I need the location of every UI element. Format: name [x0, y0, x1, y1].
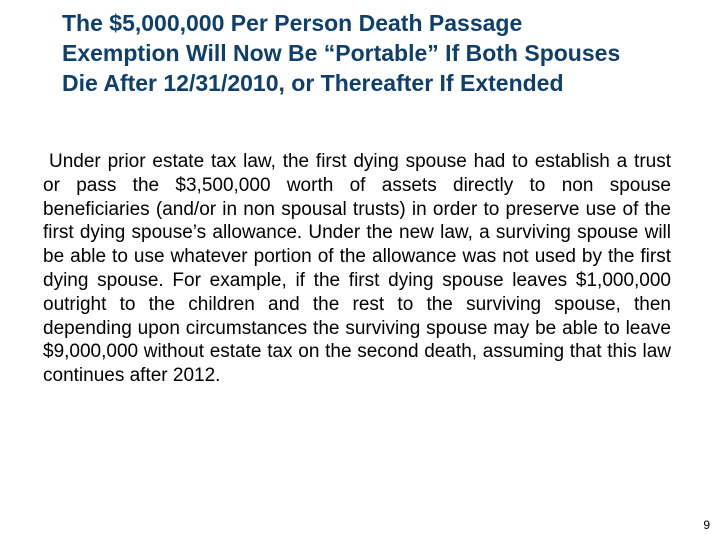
slide-title-line: The $5,000,000 Per Person Death Passage	[62, 10, 523, 36]
slide-body-paragraph: Under prior estate tax law, the first dying spouse had to establish a trust or pass the $3,500,000 worth of assets directly to non spouse beneficiaries (and/or in non spousal trusts) in order to preserve use of the first dying spouse’s allowance. Under the new law, a surviving spouse will be able to use whatever portion of the allowance was not used by the first dying spouse. For example, if the first dying spouse leaves $1,000,000 outright to the children and the rest to the surviving spouse, then depending upon circumstances the surviving spouse may be able to leave $9,000,000 without estate tax on the second death, assuming that this law continues after 2012.	[43, 151, 671, 387]
page-number: 9	[703, 518, 710, 532]
slide-title-line: Die After 12/31/2010, or Thereafter If Extended	[62, 70, 564, 96]
slide-title-line: Exemption Will Now Be “Portable” If Both Spouses	[62, 40, 621, 66]
slide-title	[62, 8, 712, 98]
